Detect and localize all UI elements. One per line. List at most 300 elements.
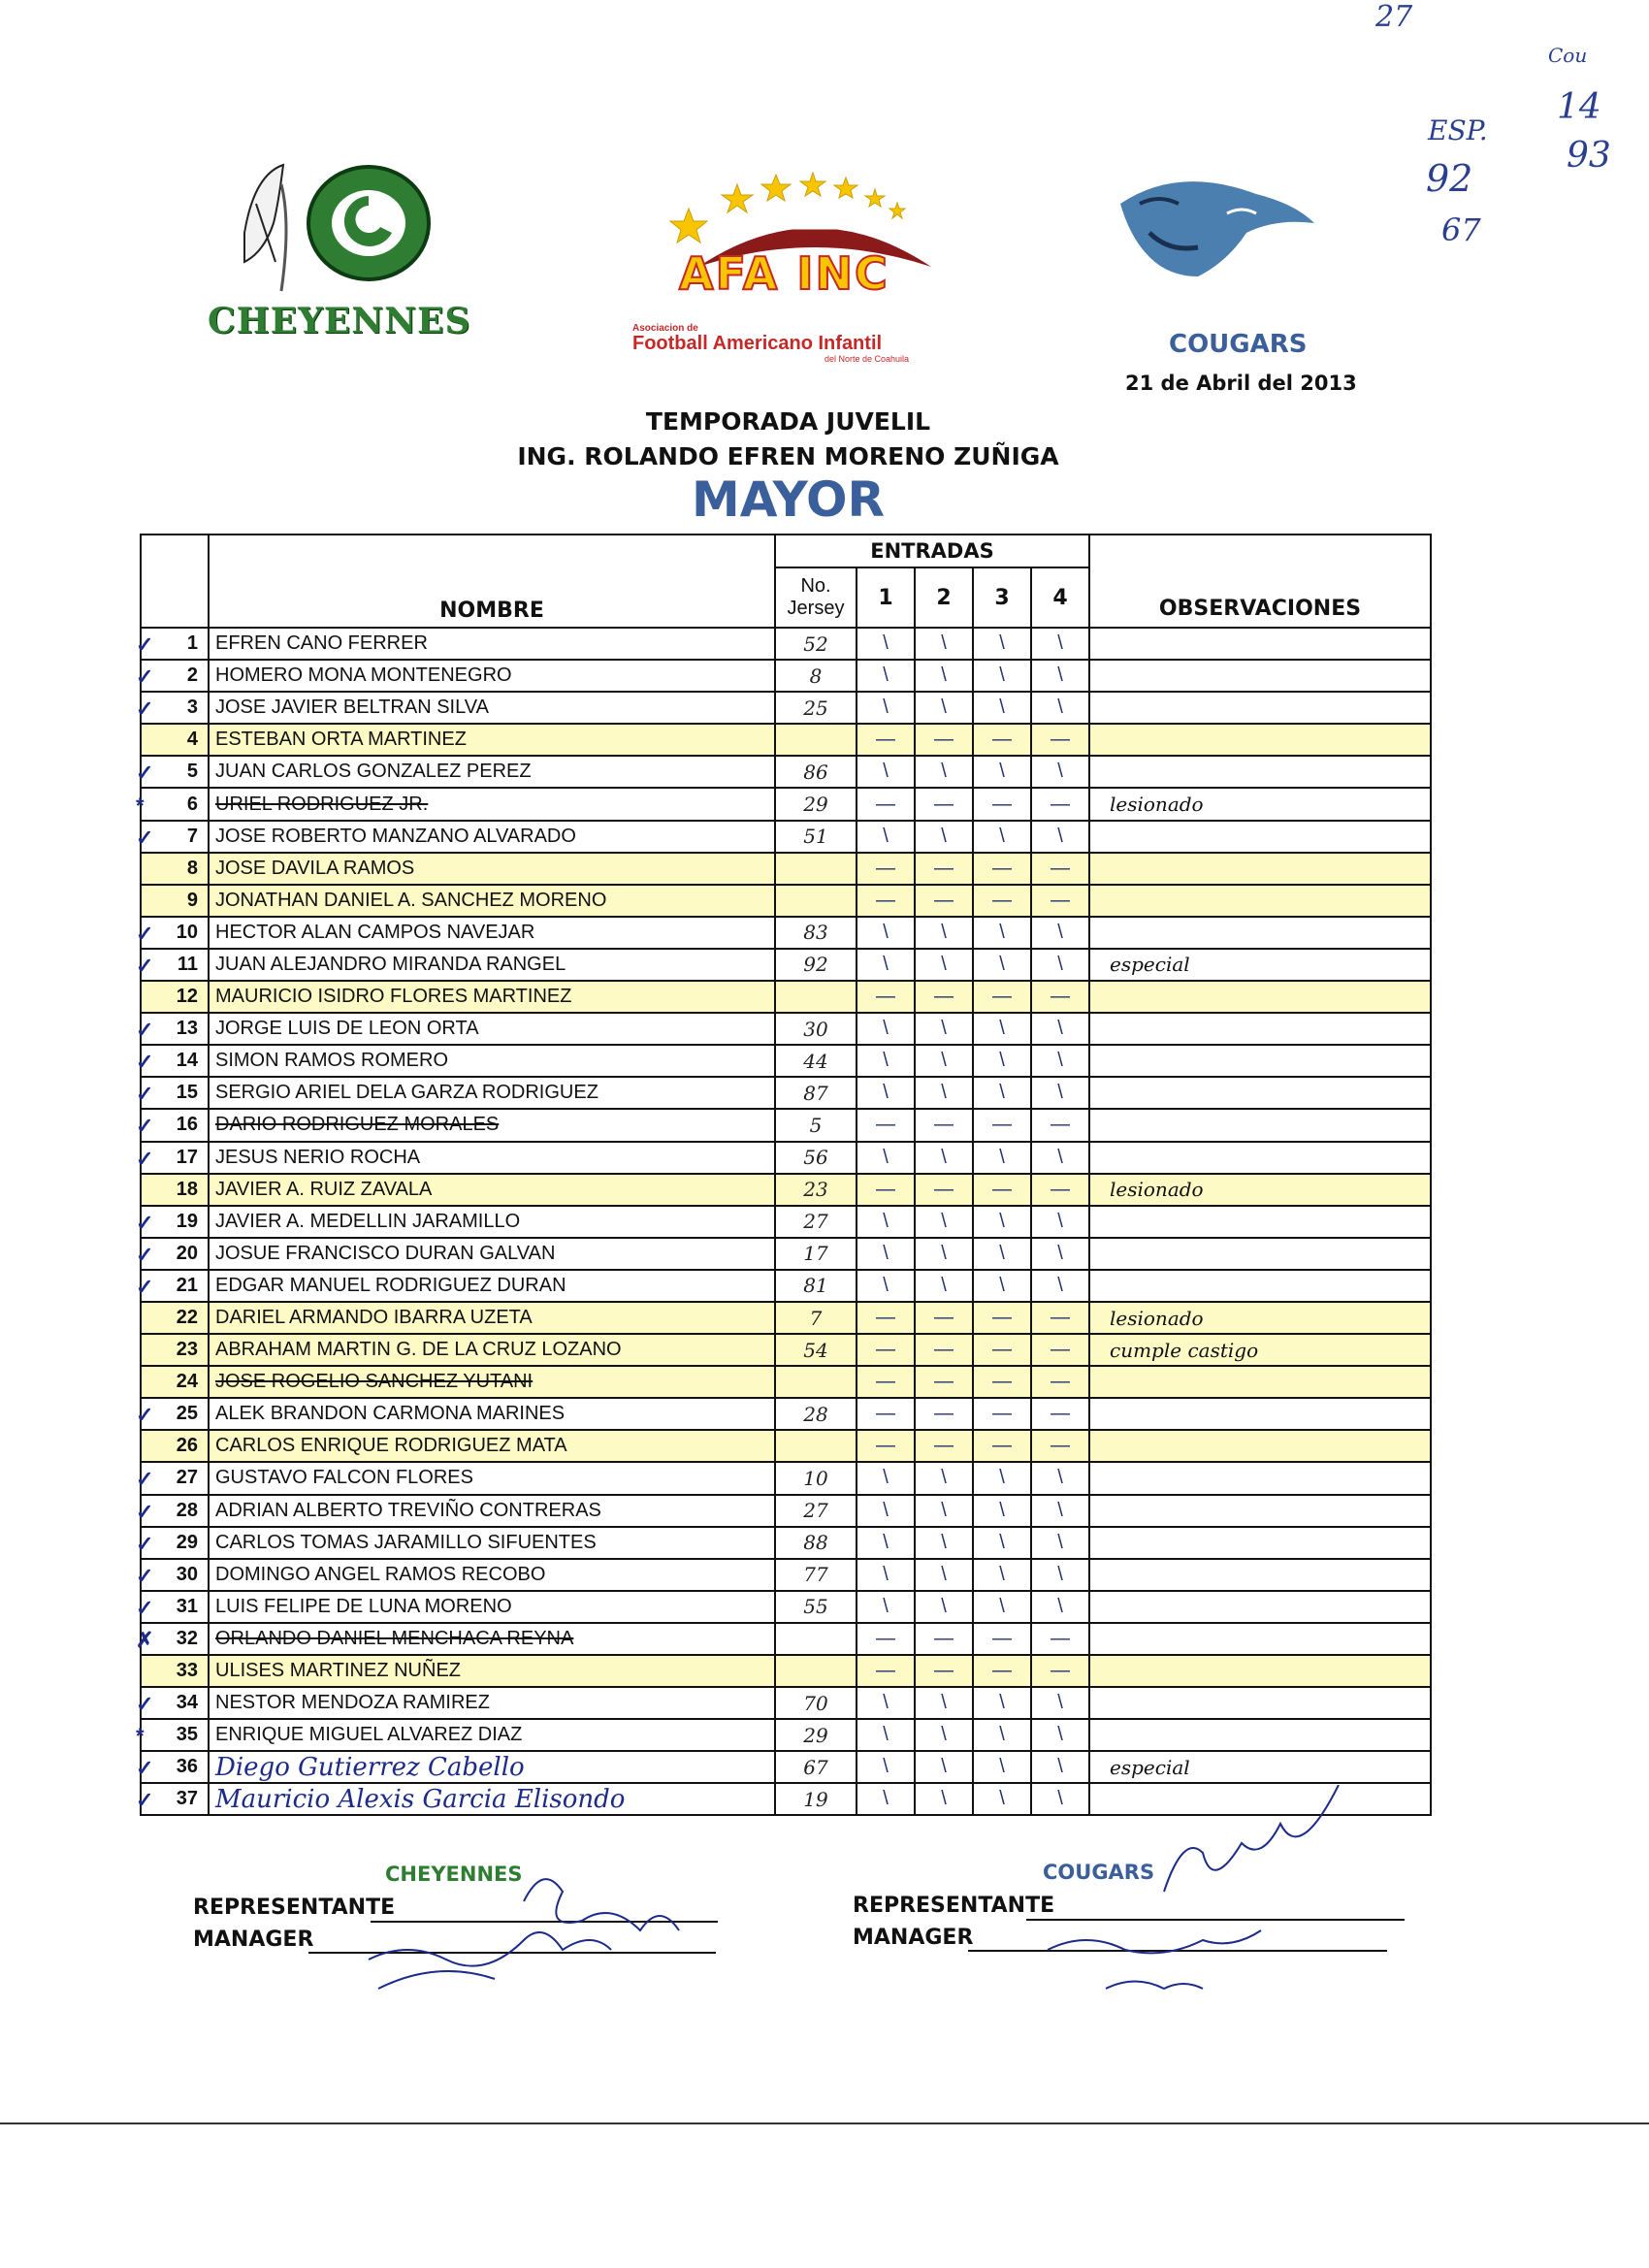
corner-mark-cou: Cou [1548, 44, 1588, 67]
row-entry-1: — [857, 1655, 915, 1687]
row-jersey: 10 [775, 1462, 857, 1494]
sig-left-mgr-label: MANAGER [193, 1928, 314, 1952]
row-entry-3: \ [973, 1687, 1031, 1719]
table-row [141, 788, 1431, 820]
row-jersey: 8 [775, 660, 857, 692]
row-entry-1: — [857, 981, 915, 1013]
row-entry-4: \ [1031, 1206, 1089, 1238]
row-name [209, 1398, 775, 1430]
row-name-text: EDGAR MANUEL RODRIGUEZ DURAN [215, 1274, 566, 1296]
row-entry-1: \ [857, 1045, 915, 1077]
row-entry-3: \ [973, 692, 1031, 724]
row-entry-4: \ [1031, 1013, 1089, 1045]
row-entry-4: — [1031, 724, 1089, 756]
row-entry-3: — [973, 885, 1031, 917]
table-row [141, 1013, 1431, 1045]
row-entry-1: \ [857, 1591, 915, 1623]
row-entry-4: — [1031, 885, 1089, 917]
table-row [141, 1077, 1431, 1109]
afa-logo [630, 170, 999, 364]
row-check-mark: ✓ [136, 1467, 154, 1492]
table-row [141, 1142, 1431, 1174]
row-observation [1089, 981, 1431, 1013]
sig-left-rep-label: REPRESENTANTE [193, 1895, 396, 1920]
row-observation [1089, 1462, 1431, 1494]
match-date: 21 de Abril del 2013 [1125, 372, 1357, 395]
row-entry-4: \ [1031, 1719, 1089, 1751]
table-row [141, 1527, 1431, 1559]
row-observation [1089, 917, 1431, 949]
corner-mark-92: 92 [1426, 157, 1473, 200]
header-observaciones: OBSERVACIONES [1089, 535, 1431, 628]
row-entry-3: — [973, 724, 1031, 756]
row-name [209, 1366, 775, 1398]
row-entry-4: — [1031, 1109, 1089, 1141]
row-check-mark: * [136, 793, 145, 818]
row-name-text: HECTOR ALAN CAMPOS NAVEJAR [215, 921, 535, 943]
row-number-text: 8 [186, 857, 198, 879]
row-check-mark: ✓ [136, 1274, 154, 1299]
afa-wordmark: AFA INC [679, 247, 889, 300]
row-observation [1089, 1559, 1431, 1591]
row-entry-1: — [857, 788, 915, 820]
row-entry-4: \ [1031, 1077, 1089, 1109]
row-number [136, 1719, 209, 1751]
row-observation [1089, 1655, 1431, 1687]
row-number-text: 34 [176, 1692, 198, 1714]
row-entry-1: — [857, 1302, 915, 1334]
row-entry-2: — [915, 1623, 973, 1655]
row-observation [1089, 1623, 1431, 1655]
row-entry-1: \ [857, 821, 915, 853]
row-entry-2: \ [915, 949, 973, 981]
row-check-mark: ✓ [136, 697, 154, 722]
row-entry-1: \ [857, 1206, 915, 1238]
row-entry-3: \ [973, 1591, 1031, 1623]
row-observation: cumple castigo [1089, 1334, 1431, 1366]
row-number [141, 1430, 209, 1462]
row-name [209, 885, 775, 917]
row-entry-1: \ [857, 949, 915, 981]
row-jersey: 28 [775, 1398, 857, 1430]
row-number [136, 756, 209, 788]
row-entry-1: \ [857, 756, 915, 788]
table-row [141, 1045, 1431, 1077]
row-check-mark: ✓ [136, 1403, 154, 1428]
row-entry-3: \ [973, 1559, 1031, 1591]
row-jersey [775, 1655, 857, 1687]
row-name [209, 1045, 775, 1077]
row-name-text: JESUS NERIO ROCHA [215, 1146, 421, 1168]
row-number-text: 30 [176, 1563, 198, 1585]
row-entry-3: — [973, 1302, 1031, 1334]
corner-mark-93: 93 [1567, 136, 1611, 176]
table-row [141, 1655, 1431, 1687]
row-number [141, 1334, 209, 1366]
row-check-mark: ✓ [136, 921, 154, 946]
row-number-text: 14 [176, 1050, 198, 1072]
row-observation [1089, 1238, 1431, 1270]
row-entry-2: \ [915, 1077, 973, 1109]
row-number-text: 33 [176, 1660, 198, 1682]
row-entry-1: \ [857, 628, 915, 660]
row-name [209, 1142, 775, 1174]
afa-sub2: Football Americano Infantil [632, 333, 883, 354]
row-entry-4: \ [1031, 1591, 1089, 1623]
row-entry-3: — [973, 1398, 1031, 1430]
row-name [209, 1174, 775, 1206]
row-entry-2: — [915, 1302, 973, 1334]
row-name [209, 1527, 775, 1559]
row-check-mark: ✓ [136, 1756, 154, 1781]
row-number [141, 1174, 209, 1206]
row-check-mark: ✓ [136, 1595, 154, 1620]
row-entry-1: \ [857, 1142, 915, 1174]
row-entry-3: \ [973, 756, 1031, 788]
row-entry-1: \ [857, 1719, 915, 1751]
row-name [209, 853, 775, 885]
row-number-text: 9 [186, 889, 198, 911]
row-observation [1089, 1366, 1431, 1398]
row-name [209, 1430, 775, 1462]
row-number [136, 949, 209, 981]
row-name-text: JONATHAN DANIEL A. SANCHEZ MORENO [215, 889, 607, 911]
row-observation [1089, 1687, 1431, 1719]
row-entry-4: \ [1031, 917, 1089, 949]
row-name [209, 1238, 775, 1270]
row-name-text: URIEL RODRIGUEZ JR. [215, 793, 429, 815]
table-row [141, 1109, 1431, 1141]
row-number [141, 724, 209, 756]
row-check-mark: ✓ [136, 632, 154, 658]
row-entry-1: — [857, 1334, 915, 1366]
row-entry-2: — [915, 1655, 973, 1687]
row-number-text: 1 [186, 632, 198, 655]
row-check-mark: ✓ [136, 664, 154, 690]
row-observation [1089, 724, 1431, 756]
row-observation [1089, 1109, 1431, 1141]
row-name [209, 1623, 775, 1655]
row-number [136, 1495, 209, 1527]
row-name-text: ULISES MARTINEZ NUÑEZ [215, 1660, 461, 1682]
row-entry-2: — [915, 1174, 973, 1206]
row-jersey: 54 [775, 1334, 857, 1366]
row-number-text: 11 [177, 953, 198, 975]
row-entry-1: \ [857, 1783, 915, 1815]
row-number-text: 3 [186, 697, 198, 719]
row-observation [1089, 1045, 1431, 1077]
row-entry-2: — [915, 885, 973, 917]
table-row [141, 1623, 1431, 1655]
row-check-mark: ✓ [136, 1082, 154, 1107]
row-name-text: DARIO RODRIGUEZ MORALES [215, 1114, 500, 1136]
row-entry-1: \ [857, 1462, 915, 1494]
row-number [136, 1623, 209, 1655]
row-number-text: 37 [176, 1788, 198, 1810]
table-row [141, 1719, 1431, 1751]
row-entry-2: \ [915, 1719, 973, 1751]
row-number [136, 1527, 209, 1559]
corner-mark-esp: ESP. [1428, 114, 1488, 146]
row-name-text: MAURICIO ISIDRO FLORES MARTINEZ [215, 986, 572, 1008]
row-jersey: 5 [775, 1109, 857, 1141]
corner-mark-67: 67 [1441, 211, 1481, 248]
cheyennes-emblem-icon [223, 155, 466, 320]
row-jersey: 83 [775, 917, 857, 949]
row-number-text: 6 [186, 793, 198, 815]
row-number [136, 1206, 209, 1238]
row-name-text: JUAN CARLOS GONZALEZ PEREZ [215, 761, 532, 783]
season-title: TEMPORADA JUVELIL [645, 407, 931, 436]
row-entry-4: — [1031, 853, 1089, 885]
table-row [141, 917, 1431, 949]
row-entry-2: \ [915, 1462, 973, 1494]
row-jersey: 19 [775, 1783, 857, 1815]
row-name-text: EFREN CANO FERRER [215, 632, 428, 655]
row-number [136, 1013, 209, 1045]
row-entry-4: \ [1031, 1238, 1089, 1270]
row-name [209, 1109, 775, 1141]
row-number-text: 17 [176, 1146, 198, 1168]
row-name [209, 1302, 775, 1334]
row-entry-1: — [857, 1398, 915, 1430]
row-entry-2: — [915, 1109, 973, 1141]
row-name [209, 1206, 775, 1238]
row-name-text: JAVIER A. RUIZ ZAVALA [215, 1178, 433, 1200]
row-name [209, 1559, 775, 1591]
row-entry-3: \ [973, 1462, 1031, 1494]
row-check-mark: ✓ [136, 1531, 154, 1556]
row-observation [1089, 821, 1431, 853]
row-check-mark: ✓ [136, 1242, 154, 1267]
table-row [141, 1270, 1431, 1302]
row-entry-1: \ [857, 1013, 915, 1045]
row-name [209, 1462, 775, 1494]
row-number [136, 1559, 209, 1591]
row-jersey: 87 [775, 1077, 857, 1109]
row-name-text: LUIS FELIPE DE LUNA MORENO [215, 1595, 512, 1617]
row-number-text: 27 [176, 1467, 198, 1489]
row-observation [1089, 1719, 1431, 1751]
row-check-mark: ✓ [136, 1114, 154, 1139]
row-entry-3: — [973, 1174, 1031, 1206]
row-number [136, 660, 209, 692]
row-entry-3: — [973, 1655, 1031, 1687]
row-number [136, 1045, 209, 1077]
row-name [209, 981, 775, 1013]
table-row [141, 1302, 1431, 1334]
row-entry-3: \ [973, 1527, 1031, 1559]
row-entry-4: — [1031, 1334, 1089, 1366]
row-name [209, 788, 775, 820]
table-row [141, 724, 1431, 756]
row-entry-1: \ [857, 1527, 915, 1559]
row-entry-4: — [1031, 788, 1089, 820]
row-name-text: HOMERO MONA MONTENEGRO [215, 664, 512, 687]
row-jersey: 55 [775, 1591, 857, 1623]
row-name [209, 724, 775, 756]
table-row [141, 628, 1431, 660]
table-row [141, 1687, 1431, 1719]
row-entry-3: — [973, 1430, 1031, 1462]
row-name-text: DOMINGO ANGEL RAMOS RECOBO [215, 1563, 546, 1585]
row-entry-4: \ [1031, 949, 1089, 981]
row-entry-2: \ [915, 660, 973, 692]
row-number-text: 36 [176, 1756, 198, 1778]
row-entry-3: \ [973, 917, 1031, 949]
row-entry-4: \ [1031, 1270, 1089, 1302]
row-check-mark: ✓ [136, 1692, 154, 1717]
row-name-text: JORGE LUIS DE LEON ORTA [215, 1018, 479, 1040]
row-entry-2: \ [915, 1687, 973, 1719]
row-name [209, 628, 775, 660]
row-entry-3: \ [973, 1719, 1031, 1751]
row-entry-4: \ [1031, 1495, 1089, 1527]
row-check-mark: ✓ [136, 1499, 154, 1524]
row-entry-2: — [915, 1430, 973, 1462]
row-jersey: 67 [775, 1751, 857, 1783]
row-entry-2: — [915, 788, 973, 820]
row-entry-1: — [857, 1174, 915, 1206]
row-jersey: 29 [775, 1719, 857, 1751]
row-name-text: ALEK BRANDON CARMONA MARINES [215, 1403, 566, 1425]
row-number [141, 885, 209, 917]
row-jersey: 88 [775, 1527, 857, 1559]
row-name-text: GUSTAVO FALCON FLORES [215, 1467, 473, 1489]
row-name-text: Mauricio Alexis Garcia Elisondo [215, 1784, 626, 1814]
row-jersey: 77 [775, 1559, 857, 1591]
row-number-text: 12 [176, 986, 198, 1008]
row-entry-1: \ [857, 1687, 915, 1719]
row-entry-4: — [1031, 1623, 1089, 1655]
row-entry-2: \ [915, 1783, 973, 1815]
row-entry-1: — [857, 1109, 915, 1141]
row-name-text: ABRAHAM MARTIN G. DE LA CRUZ LOZANO [215, 1339, 622, 1361]
row-entry-4: — [1031, 1174, 1089, 1206]
row-jersey [775, 981, 857, 1013]
corner-mark-top: 27 [1375, 0, 1413, 34]
sig-right-rep-label: REPRESENTANTE [853, 1894, 1055, 1918]
row-name [209, 949, 775, 981]
row-number-text: 18 [176, 1178, 198, 1200]
row-check-mark: ✓ [136, 1146, 154, 1171]
row-entry-3: \ [973, 1142, 1031, 1174]
row-number [136, 788, 209, 820]
row-entry-3: — [973, 1366, 1031, 1398]
row-number [136, 1783, 209, 1815]
row-entry-1: \ [857, 1495, 915, 1527]
row-name-text: DARIEL ARMANDO IBARRA UZETA [215, 1307, 533, 1329]
row-observation [1089, 628, 1431, 660]
row-entry-3: \ [973, 1495, 1031, 1527]
row-entry-4: \ [1031, 1751, 1089, 1783]
row-number [141, 853, 209, 885]
table-row [141, 756, 1431, 788]
row-observation [1089, 1270, 1431, 1302]
header-jersey-line2: Jersey [787, 598, 845, 619]
row-name-text: ADRIAN ALBERTO TREVIÑO CONTRERAS [215, 1499, 601, 1521]
row-number-text: 21 [176, 1274, 198, 1296]
row-entry-4: \ [1031, 1687, 1089, 1719]
row-entry-2: \ [915, 1527, 973, 1559]
row-entry-3: — [973, 1109, 1031, 1141]
row-entry-3: — [973, 788, 1031, 820]
header-num [141, 535, 209, 628]
row-entry-2: \ [915, 1238, 973, 1270]
row-jersey: 7 [775, 1302, 857, 1334]
row-number [141, 1366, 209, 1398]
row-check-mark: ✓ [136, 825, 154, 850]
row-observation [1089, 1398, 1431, 1430]
row-entry-2: \ [915, 1591, 973, 1623]
row-entry-2: — [915, 1334, 973, 1366]
row-number-text: 13 [176, 1018, 198, 1040]
cougar-head-icon [1111, 175, 1324, 281]
header-jersey [775, 567, 857, 628]
row-entry-1: \ [857, 1559, 915, 1591]
table-row [141, 981, 1431, 1013]
row-entry-3: \ [973, 1077, 1031, 1109]
row-entry-3: \ [973, 1751, 1031, 1783]
row-check-mark: ✓ [136, 1050, 154, 1075]
table-row [141, 1591, 1431, 1623]
cougars-logo [1111, 175, 1324, 359]
row-observation [1089, 1013, 1431, 1045]
row-entry-3: \ [973, 1783, 1031, 1815]
row-number-text: 31 [176, 1595, 198, 1617]
row-entry-3: — [973, 981, 1031, 1013]
row-name-text: JOSE DAVILA RAMOS [215, 857, 415, 879]
row-check-mark: ✓ [136, 1018, 154, 1043]
row-jersey [775, 1430, 857, 1462]
row-number [136, 1398, 209, 1430]
row-number [136, 1109, 209, 1141]
row-jersey: 70 [775, 1687, 857, 1719]
row-jersey: 51 [775, 821, 857, 853]
row-entry-3: \ [973, 1270, 1031, 1302]
row-entry-3: \ [973, 1206, 1031, 1238]
row-entry-1: — [857, 724, 915, 756]
row-number-text: 5 [186, 761, 198, 783]
row-observation: lesionado [1089, 1174, 1431, 1206]
row-entry-2: \ [915, 692, 973, 724]
row-number [136, 1142, 209, 1174]
row-observation [1089, 1495, 1431, 1527]
row-number [141, 1302, 209, 1334]
row-number [136, 1591, 209, 1623]
row-jersey: 92 [775, 949, 857, 981]
row-number-text: 23 [176, 1339, 198, 1361]
table-row [141, 1206, 1431, 1238]
row-jersey [775, 1623, 857, 1655]
row-entry-4: — [1031, 981, 1089, 1013]
row-number [136, 1462, 209, 1494]
row-number-text: 15 [176, 1082, 198, 1104]
row-observation [1089, 1430, 1431, 1462]
row-name [209, 1495, 775, 1527]
sig-left-team: CHEYENNES [385, 1863, 523, 1886]
row-entry-2: \ [915, 1206, 973, 1238]
row-number-text: 4 [186, 729, 198, 751]
row-observation: lesionado [1089, 1302, 1431, 1334]
afa-sub1: Asociacion de [632, 323, 698, 334]
row-name-text: CARLOS TOMAS JARAMILLO SIFUENTES [215, 1531, 597, 1553]
row-entry-1: \ [857, 692, 915, 724]
row-check-mark: ✓ [136, 953, 154, 978]
row-name [209, 1751, 775, 1783]
row-entry-2: — [915, 981, 973, 1013]
cougars-wordmark: COUGARS [1169, 330, 1308, 359]
